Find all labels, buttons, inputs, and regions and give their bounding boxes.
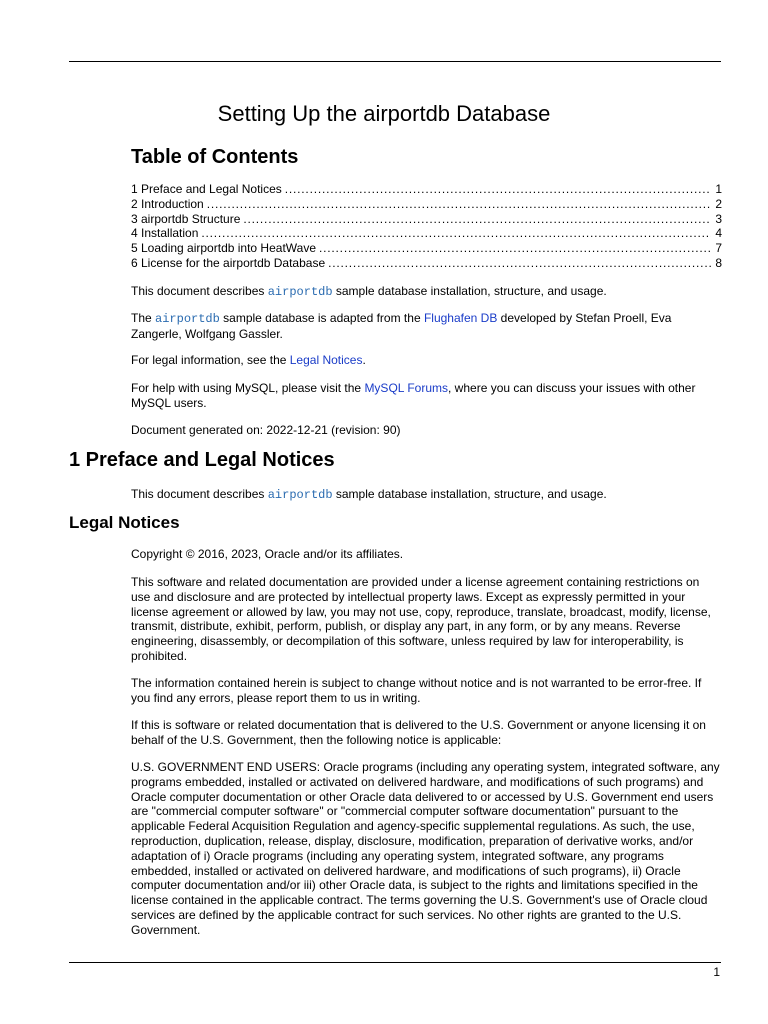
text-span: This document describes [131,284,268,298]
toc-item[interactable] [131,256,722,271]
intro-paragraph-1 [131,284,721,300]
toc-heading: Table of Contents [131,146,299,168]
legal-paragraph-2: The information contained herein is subject to change without notice and is not warranted to be error-free. If you find any errors, please report them to us in writing. [131,676,702,705]
intro-paragraph-4 [131,381,721,411]
legal-paragraph-4: U.S. GOVERNMENT END USERS: Oracle programs (including any operating system, integrated software, any programs embedded, installed or activated on delivered hardware, and modifications of such programs) and Oracle computer documentation or other Oracle data delivered to or accessed by U.S. Government end users are "commercial computer software" or "commercial computer software documentation" pursuant to the applicable Federal Acquisition Regulation and agency-specific supplemental regulations. As such, the use, reproduction, duplication, release, display, disclosure, modification, preparation of derivative works, and/or adaptation of i) Oracle programs (including any operating system, integrated software, any programs embedded, installed or activated on delivered hardware, and modifications of such programs), ii) Oracle computer documentation and/or iii) other Oracle data, is subject to the rights and limitations specified in the license contained in the applicable contract. The terms governing the U.S. Government's use of Oracle cloud services are defined by the applicable contract for such services. No other rights are granted to the U.S. Government. [131,760,720,937]
page-number: 1 [713,965,720,979]
document-title: Setting Up the airportdb Database [217,100,551,126]
code-airportdb: airportdb [267,285,333,299]
toc-item[interactable] [131,226,722,241]
toc-leader [243,212,711,227]
code-airportdb: airportdb [155,312,220,326]
text-span: This document describes [131,487,268,501]
toc-item[interactable] [131,197,722,212]
text-span: For help with using MySQL, please visit the [131,381,365,395]
header-rule [69,61,721,62]
legal-notices-heading: Legal Notices [69,513,180,532]
toc-item-page: 4 [715,226,722,241]
intro-paragraph-3 [131,353,721,368]
toc-item-label: 1 Preface and Legal Notices [131,182,282,196]
text-span: sample database installation, structure, and usage. [332,487,607,501]
table-of-contents [131,182,722,271]
text-span: . [362,353,366,367]
toc-item-page: 1 [715,182,722,196]
text-span: developed by Stefan Proell, Eva Zangerle, Wolfgang Gassler. [131,311,672,341]
section-1-paragraph [131,487,721,503]
intro-paragraph-2 [131,311,721,342]
toc-item-label: 6 License for the airportdb Database [131,255,326,270]
flughafen-db-link[interactable]: Flughafen DB [423,311,498,325]
toc-item-label: 3 airportdb Structure [131,211,241,226]
toc-item-label: 5 Loading airportdb into HeatWave [131,241,317,256]
toc-item-label: 2 Introduction [131,196,204,211]
toc-leader [201,226,711,241]
legal-paragraph-3: If this is software or related documentation that is delivered to the U.S. Government or anyone licensing it on behalf of the U.S. Government, then the following notice is applicable: [131,718,706,747]
copyright-text: Copyright © 2016, 2023, Oracle and/or its affiliates. [131,547,404,561]
code-airportdb: airportdb [267,488,333,502]
document-generated-date: Document generated on: 2022-12-21 (revision: 90) [131,423,401,437]
section-1-heading: 1 Preface and Legal Notices [69,449,335,471]
text-span: sample database is adapted from the [219,311,424,325]
toc-item[interactable] [131,241,722,256]
toc-leader [285,182,712,197]
toc-item[interactable] [131,182,722,197]
mysql-forums-link[interactable]: MySQL Forums [364,381,449,395]
footer-rule [69,962,721,963]
toc-item-page: 3 [715,211,722,226]
text-span: For legal information, see the [131,353,290,367]
text-span: , where you can discuss your issues with other MySQL users. [131,381,696,410]
toc-item-page: 7 [715,241,722,256]
toc-item-page: 8 [715,255,722,270]
toc-item[interactable] [131,212,722,227]
text-span: The [131,311,156,325]
toc-leader [207,197,712,212]
toc-leader [319,241,711,256]
toc-item-page: 2 [715,196,722,211]
toc-leader [328,256,711,271]
legal-paragraph-1: This software and related documentation are provided under a license agreement containing restrictions on use and disclosure and are protected by intellectual property laws. Except as expressly permitted in your license agreement or allowed by law, you may not use, copy, reproduce, translate, broadcast, modify, license, transmit, distribute, exhibit, perform, publish, or display any part, in any form, or by any means. Reverse engineering, disassembly, or decompilation of this software, unless required by law for interoperability, is prohibited. [131,575,711,663]
text-span: sample database installation, structure, and usage. [332,284,607,298]
toc-item-label: 4 Installation [131,226,199,241]
legal-notices-link[interactable]: Legal Notices [289,353,363,367]
